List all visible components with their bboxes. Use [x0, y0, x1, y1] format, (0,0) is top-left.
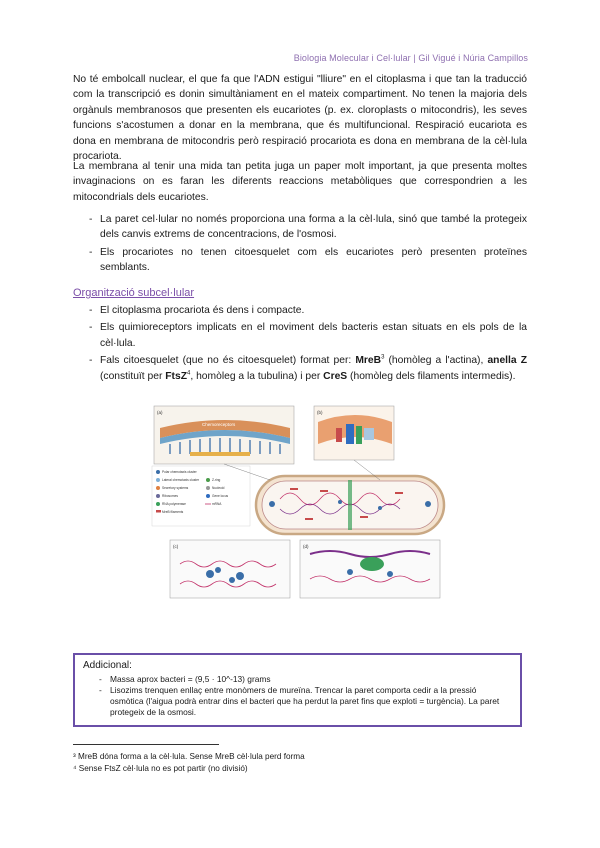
svg-text:MreB filaments: MreB filaments: [162, 510, 184, 514]
list-item: - Lisozims trenquen enllaç entre monòmers de mureïna. Trencar la paret comporta cedir a la pressió osmòtica (l'aigua podrà entrar dins el bacteri que ha perdut la paret fins que exploti = turgència). La paret protegeix de la osmosi.: [99, 685, 500, 717]
panel-c: [170, 540, 290, 598]
svg-text:Z-ring: Z-ring: [212, 478, 221, 482]
list-item: - Els quimioreceptors implicats en el moviment dels bacteris estan situats en els pols de la cèl·lula.: [89, 322, 527, 349]
section-title: Organització subcel·lular: [73, 287, 195, 299]
bullet-list-2: [73, 303, 527, 386]
addicional-box: [73, 653, 522, 727]
bullet-list-1: [73, 212, 527, 278]
figure-legend: [152, 466, 250, 526]
list-item: - Fals citoesquelet (que no és citoesquelet) format per: MreB$^3$ (homòleg a l'actina), anella Z (constituït per FtsZ$^4$, homòleg a la tubulina) i per CreS (homòleg dels filaments intermedis).: [89, 354, 528, 382]
svg-text:Ribosomes: Ribosomes: [162, 494, 178, 498]
intro-paragraph-1: No té embolcall nuclear, el que fa que l'ADN estigui "lliure" en el citoplasma i que tan la traducció com la transcripció es donin simultàniament en el mateix compartiment. No tenen la majoria dels orgànuls membranosos que presenten els eucariotes (p. ex. cloroplasts o mitocondris), les seves funcions s'acostumen a donar en la membrana, que és multifuncional. Respiració eucariota es dona en membrana de mitocondris però respiració procariota es dona en membrana de la cèl·lula procariota.: [73, 74, 527, 163]
svg-text:Chemoreceptors: Chemoreceptors: [202, 422, 236, 427]
svg-text:(d): (d): [303, 544, 309, 549]
footnote-divider: [73, 744, 219, 745]
svg-text:(b): (b): [317, 410, 323, 415]
footnote-3: ³ MreB dóna forma a la cèl·lula. Sense MreB cèl·lula perd forma: [73, 752, 305, 761]
list-item: - Els procariotes no tenen citoesquelet com els eucariotes però presenten proteïnes semblants.: [89, 246, 527, 274]
svg-text:mRNA: mRNA: [212, 502, 222, 506]
list-item: - El citoplasma procariota és dens i compacte.: [89, 305, 305, 316]
list-item: - La paret cel·lular no només proporciona una forma a la cèl·lula, sinó que també la protegeix dels canvis extrems de concentracions, de l'osmosi.: [89, 214, 527, 241]
cell-body: [256, 476, 444, 534]
panel-d: [300, 540, 440, 598]
svg-text:Polar chemotaxis cluster: Polar chemotaxis cluster: [162, 470, 197, 474]
svg-text:RNA polymerase: RNA polymerase: [162, 502, 186, 506]
running-header: Biologia Molecular i Cel·lular | Gil Vigué i Núria Campillos: [293, 53, 528, 63]
addicional-title: Addicional:: [83, 660, 132, 671]
intro-paragraph-2: La membrana al tenir una mida tan petita juga un paper molt important, ja que presenta moltes invaginacions on es faran les diferents reaccions metabòliques que correspondrien a les mitocondrials dels eucariotes.: [73, 161, 527, 203]
svg-text:(a): (a): [157, 410, 163, 415]
panel-b: [314, 406, 394, 460]
list-item: - Massa aprox bacteri = (9,5 · 10^-13) grams: [99, 674, 271, 684]
bacterial-cell-figure: [150, 404, 450, 600]
svg-text:Gene locus: Gene locus: [212, 494, 229, 498]
panel-a: [154, 406, 294, 464]
svg-text:(c): (c): [173, 544, 179, 549]
svg-text:Nucleoid: Nucleoid: [212, 486, 225, 490]
footnote-4: ⁴ Sense FtsZ cèl·lula no es pot partir (no divisió): [73, 764, 248, 773]
svg-text:Lateral chemotaxis cluster: Lateral chemotaxis cluster: [162, 478, 200, 482]
svg-text:Secretory systems: Secretory systems: [162, 486, 189, 490]
